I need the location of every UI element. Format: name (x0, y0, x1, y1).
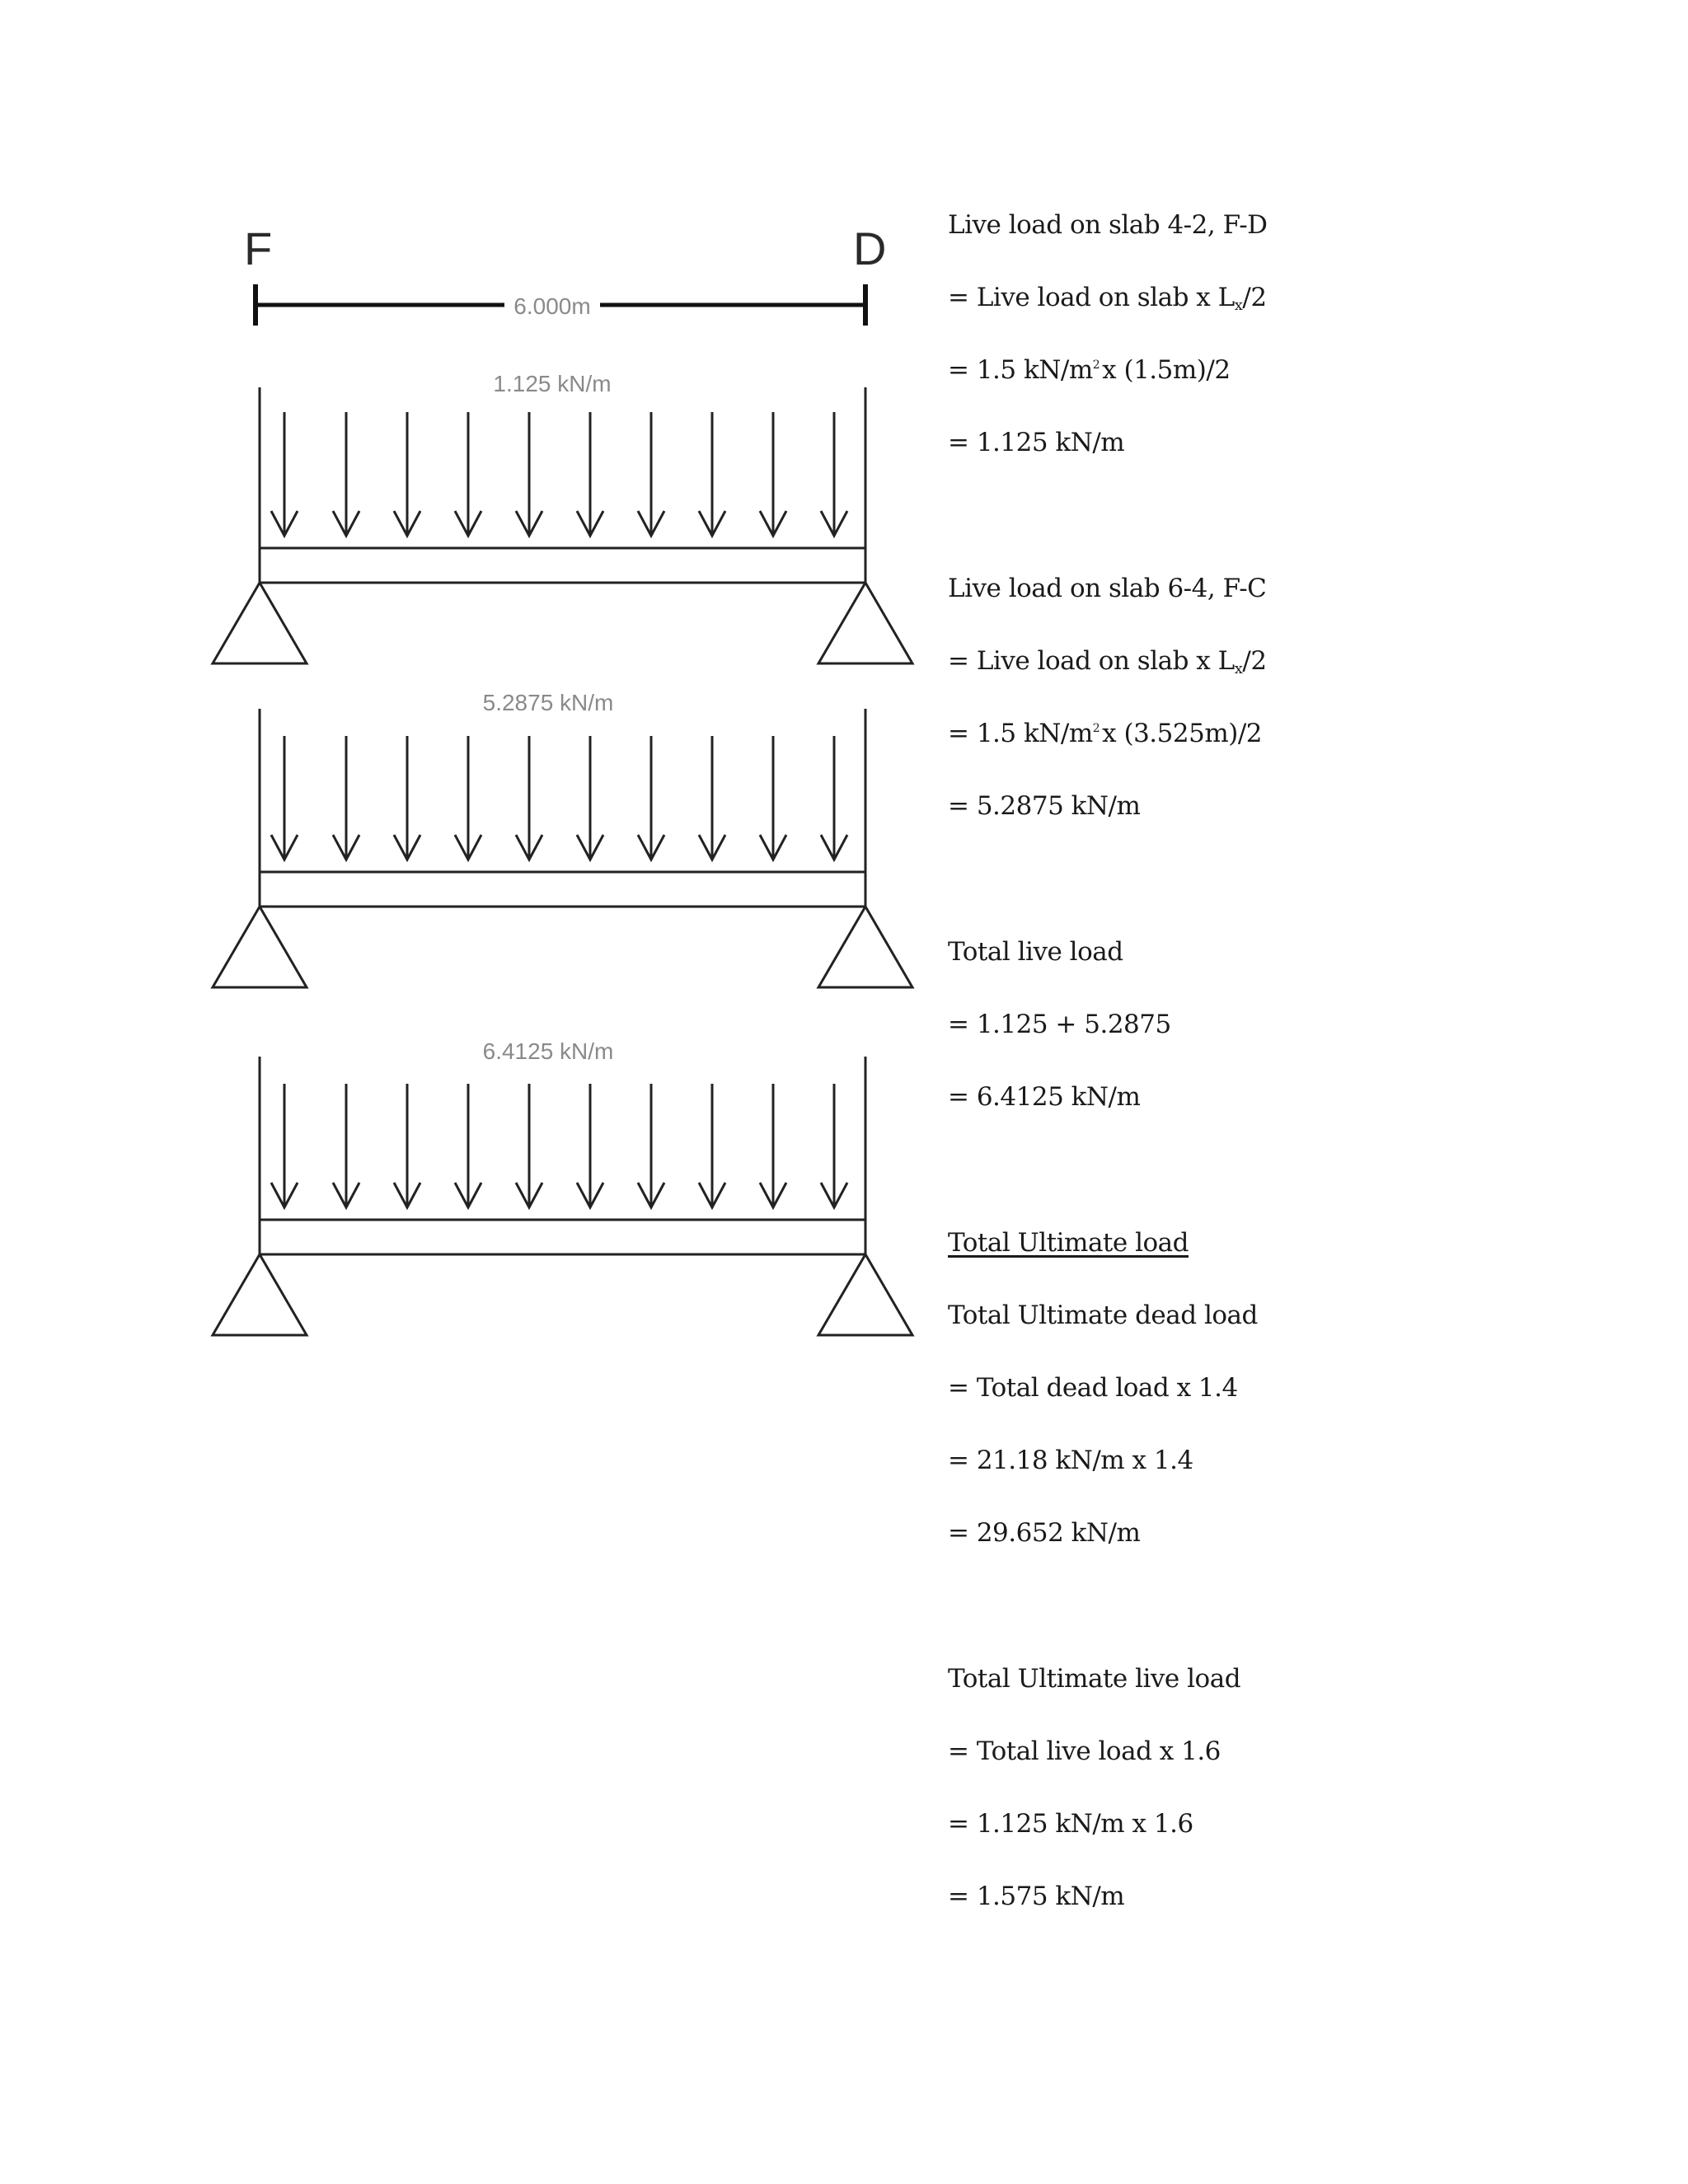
calc-result-1: = 1.125 kN/m (948, 428, 1125, 457)
calc-live-load-slab-4-2: Live load on slab 4-2, F-D (948, 210, 1268, 240)
calc-substitution-1-text: = 1.5 kN/m (948, 355, 1093, 385)
calc-ultimate-live-load-heading: Total Ultimate live load (948, 1664, 1241, 1694)
load-arrow (516, 736, 542, 860)
calc-formula-2-text: = Live load on slab x L (948, 646, 1235, 676)
end-label-d: D (853, 223, 887, 274)
load-arrows-2 (271, 736, 847, 860)
load-arrow (638, 1084, 664, 1207)
span-dimension (256, 284, 865, 326)
calc-formula-1 (948, 283, 1267, 314)
support-right-2 (818, 907, 912, 987)
load-arrow (455, 412, 481, 536)
calc-substitution-2-text: = 1.5 kN/m (948, 719, 1093, 748)
load-arrow (760, 736, 786, 860)
load-arrow (271, 412, 298, 536)
load-arrow (821, 736, 847, 860)
support-left-3 (213, 1254, 307, 1335)
calc-total-live-load-sum: = 1.125 + 5.2875 (948, 1010, 1171, 1039)
load-arrow (699, 412, 725, 536)
load-arrow (577, 1084, 603, 1207)
calc-ultimate-dead-load-substitution: = 21.18 kN/m x 1.4 (948, 1446, 1193, 1475)
load-arrow (455, 1084, 481, 1207)
load-label-3: 6.4125 kN/m (482, 1038, 614, 1064)
load-arrow (760, 1084, 786, 1207)
beam-body-2 (260, 872, 865, 907)
load-arrow (699, 736, 725, 860)
load-arrow (821, 412, 847, 536)
load-arrow (271, 736, 298, 860)
support-left-1 (213, 583, 307, 663)
calc-formula-1-sub: x (1234, 297, 1243, 314)
calc-total-live-load-heading: Total live load (948, 937, 1123, 967)
calc-substitution-1-tail: x (1.5m)/2 (1102, 355, 1231, 385)
support-right-1 (818, 583, 912, 663)
load-arrow (271, 1084, 298, 1207)
load-arrow (638, 412, 664, 536)
calc-ultimate-dead-load-formula: = Total dead load x 1.4 (948, 1373, 1238, 1403)
load-arrow (455, 736, 481, 860)
calc-formula-2 (948, 646, 1267, 677)
load-label-2: 5.2875 kN/m (482, 690, 614, 715)
calc-formula-1-tail: /2 (1242, 283, 1267, 312)
span-label: 6.000m (513, 293, 591, 319)
beam-2 (213, 690, 912, 987)
load-arrow (699, 1084, 725, 1207)
load-arrows-3 (271, 1084, 847, 1207)
calc-formula-1-text: = Live load on slab x L (948, 283, 1235, 312)
load-arrows-1 (271, 412, 847, 536)
load-arrow (333, 736, 359, 860)
load-arrow (577, 736, 603, 860)
load-arrow (638, 736, 664, 860)
load-arrow (333, 1084, 359, 1207)
calc-formula-2-sub: x (1234, 660, 1243, 677)
end-label-f: F (244, 223, 273, 274)
calc-total-live-load-result: = 6.4125 kN/m (948, 1082, 1141, 1112)
calc-ultimate-live-load-substitution: = 1.125 kN/m x 1.6 (948, 1809, 1193, 1839)
load-arrow (821, 1084, 847, 1207)
calc-substitution-2-sup: 2 (1092, 722, 1100, 735)
calc-ultimate-dead-load-result: = 29.652 kN/m (948, 1518, 1141, 1548)
load-label-1: 1.125 kN/m (493, 371, 612, 396)
calc-formula-2-tail: /2 (1242, 646, 1267, 676)
calc-substitution-2-tail: x (3.525m)/2 (1102, 719, 1262, 748)
support-left-2 (213, 907, 307, 987)
support-right-3 (818, 1254, 912, 1335)
load-arrow (577, 412, 603, 536)
calc-substitution-1-sup: 2 (1092, 359, 1100, 372)
load-arrow (516, 1084, 542, 1207)
calc-ultimate-live-load-formula: = Total live load x 1.6 (948, 1736, 1221, 1766)
beam-load-diagram (0, 0, 923, 1385)
calc-ultimate-dead-load-heading: Total Ultimate dead load (948, 1301, 1258, 1330)
load-arrow (516, 412, 542, 536)
calc-live-load-slab-6-4: Live load on slab 6-4, F-C (948, 574, 1267, 603)
load-arrow (394, 412, 420, 536)
load-arrow (394, 1084, 420, 1207)
beam-body-1 (260, 548, 865, 583)
beam-3 (213, 1038, 912, 1335)
beam-1 (213, 371, 912, 663)
calc-result-2: = 5.2875 kN/m (948, 791, 1141, 821)
calc-substitution-2 (948, 719, 1262, 748)
calc-substitution-1 (948, 355, 1231, 385)
calc-total-ultimate-load-heading: Total Ultimate load (948, 1228, 1189, 1258)
load-arrow (760, 412, 786, 536)
calc-ultimate-live-load-result: = 1.575 kN/m (948, 1882, 1125, 1911)
beam-body-3 (260, 1220, 865, 1254)
load-arrow (333, 412, 359, 536)
load-arrow (394, 736, 420, 860)
